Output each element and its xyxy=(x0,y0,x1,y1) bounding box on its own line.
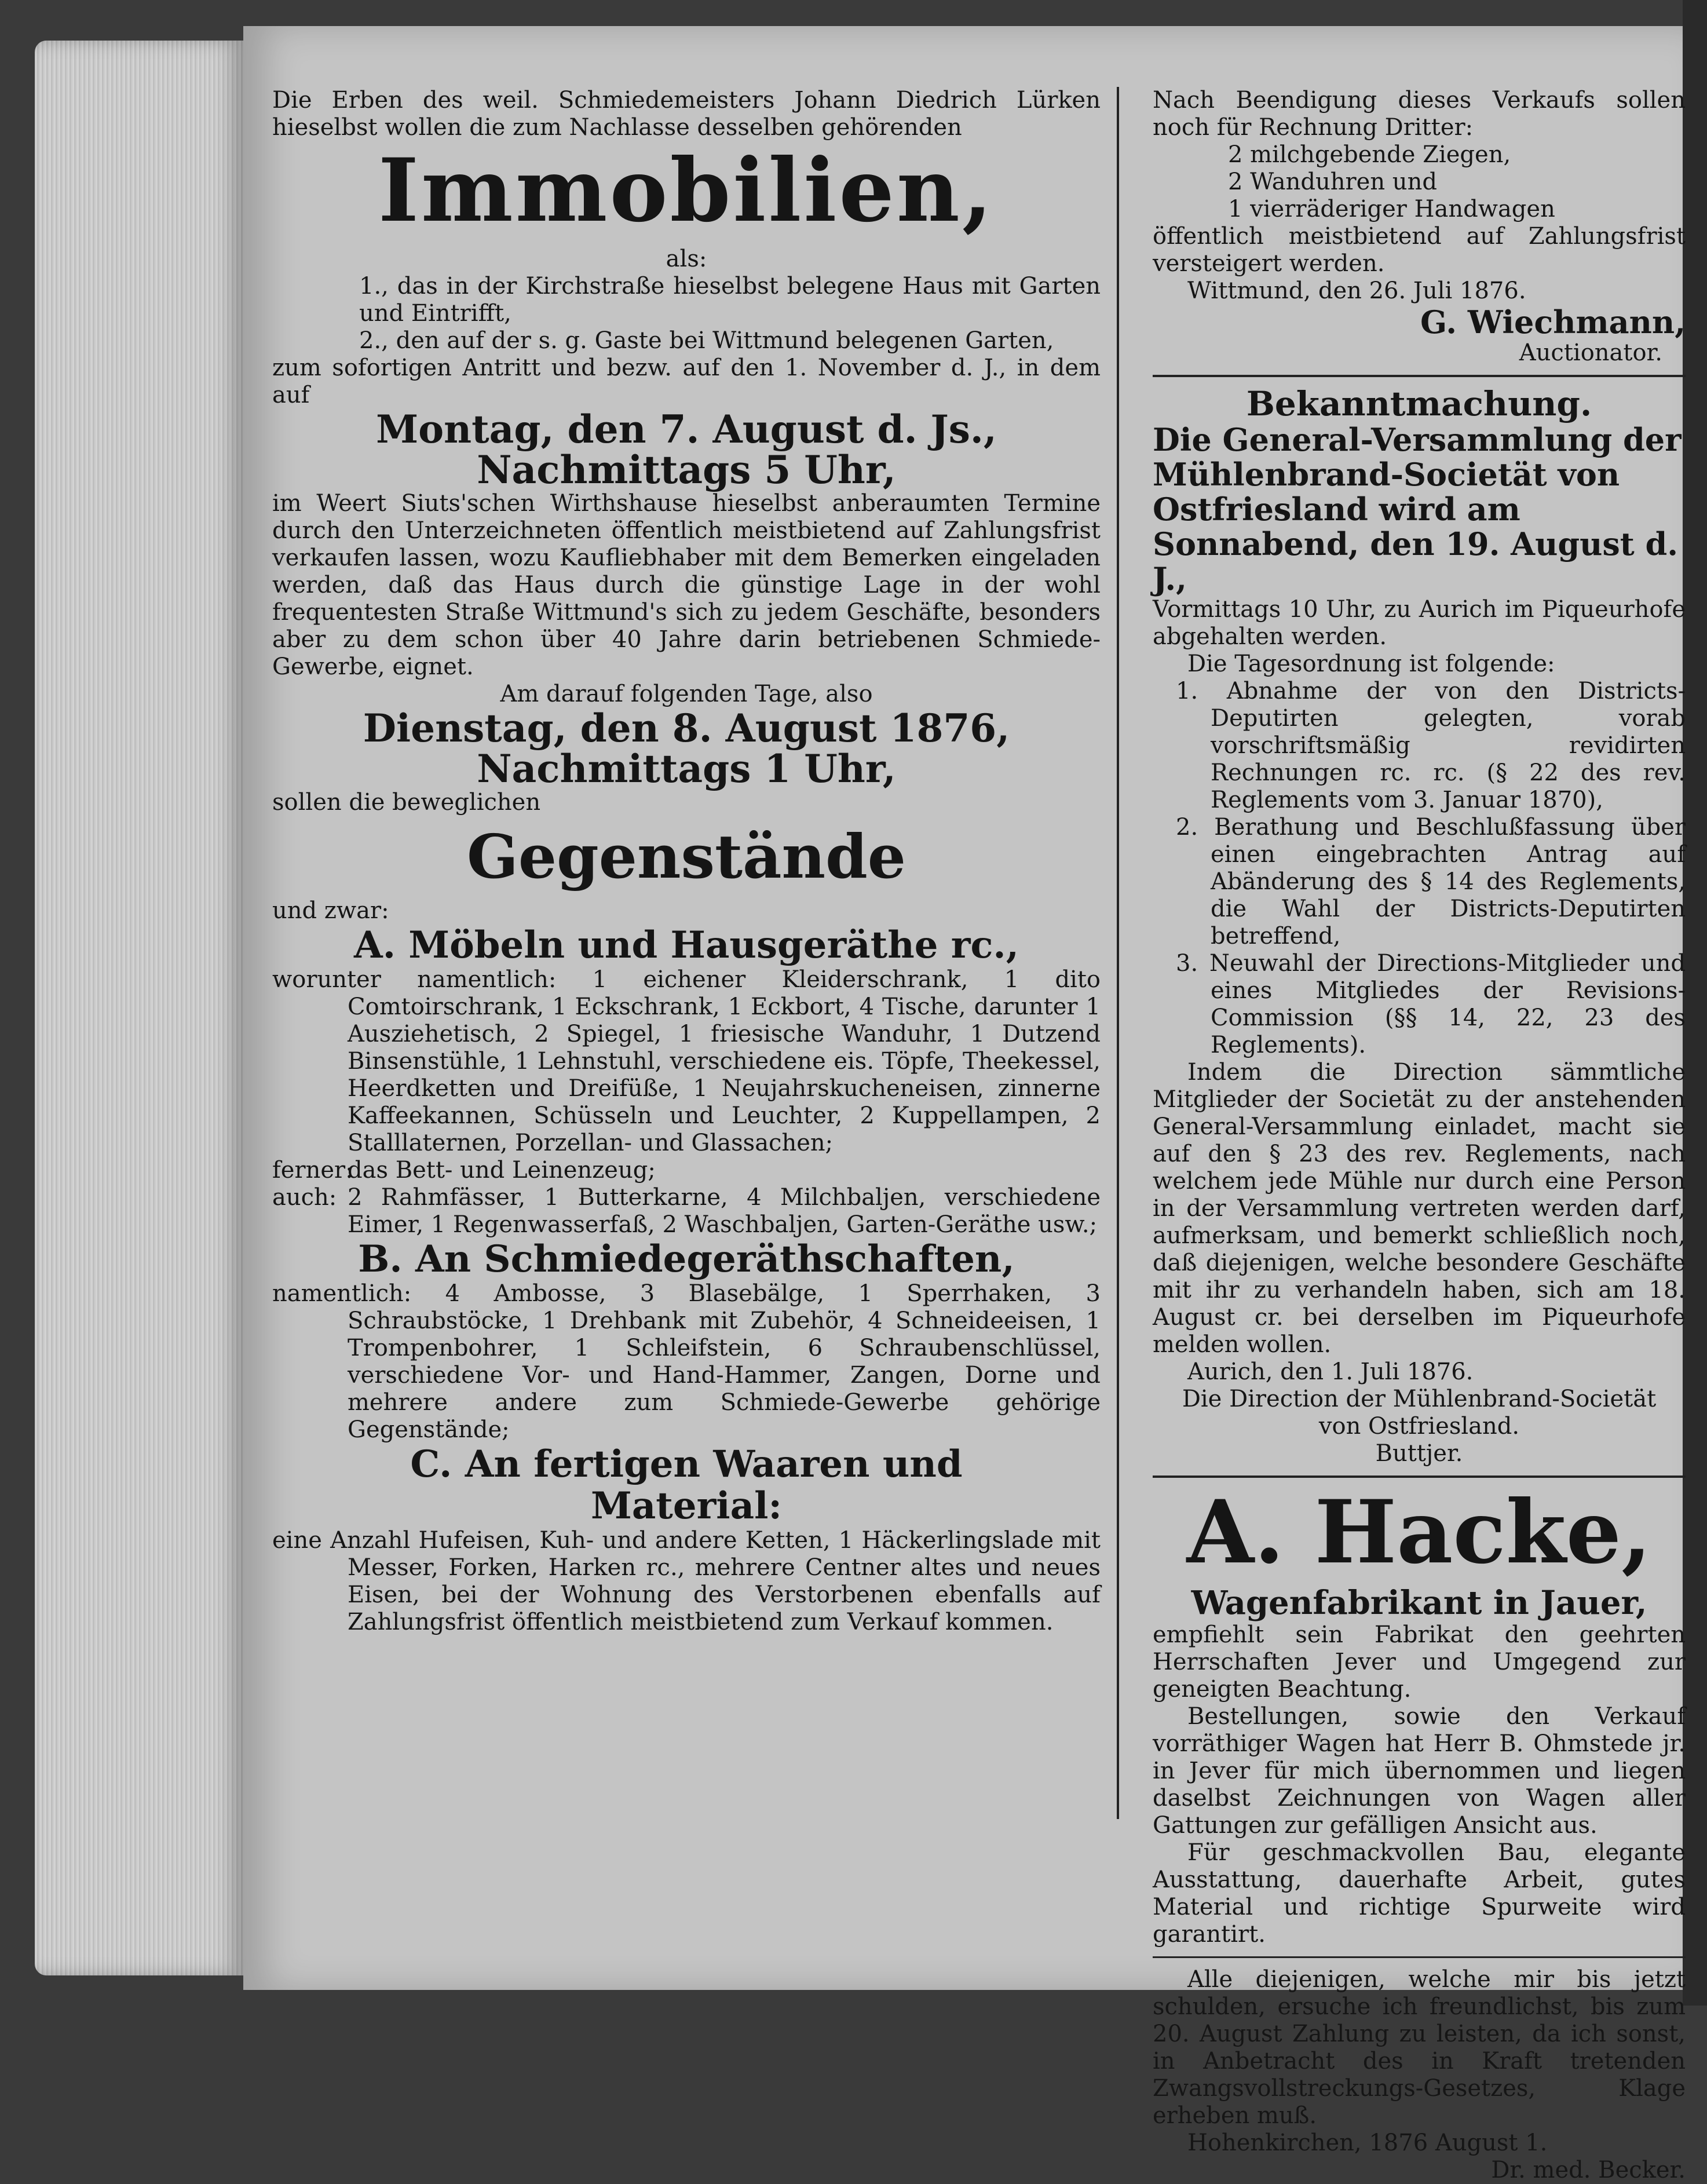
item-2: 2., den auf der s. g. Gaste bei Wittmund belegenen Garten, xyxy=(359,327,1054,354)
tagesordnung-label: Die Tagesordnung ist folgende: xyxy=(1187,651,1555,677)
section-a-lead: worunter namentlich: xyxy=(272,966,557,993)
section-c-heading-1: C. An fertigen Waaren und xyxy=(410,1442,963,1486)
section-a-heading: A. Möbeln und Hausgeräthe rc., xyxy=(354,923,1019,967)
section-c-body: eine Anzahl Hufeisen, Kuh- und andere Ketten, 1 Häckerlingslade mit Messer, Forken, Harken rc., mehrere Centner altes und neues Eisen, bei der Wohnung des Verstorbenen ebenfalls auf Zahlungsfrist öffentlich meistbietend zum Verkauf kommen. xyxy=(272,1527,1101,1635)
auctionator-title: Auctionator. xyxy=(1519,339,1662,366)
heading-gegenstaende: Gegenstände xyxy=(467,821,906,892)
direction-line-2: von Ostfriesland. xyxy=(1318,1413,1520,1440)
agenda-item-1: 1. Abnahme der von den Districts-Deputirten gelegten, vorab vorschriftsmäßig revidirten Rechnungen rc. rc. (§ 22 des rev. Reglements vom 3. Januar 1870), xyxy=(1176,678,1686,813)
als-label: als: xyxy=(666,246,707,272)
agenda-item-2: 2. Berathung und Beschlußfassung über einen eingebrachten Antrag auf Abänderung des § 14 des Reglements, die Wahl der Districts-Deputirten betreffend, xyxy=(1176,814,1686,949)
left-column xyxy=(272,87,1101,1636)
auction-time-2: Nachmittags 1 Uhr, xyxy=(477,746,896,791)
section-a-items: 1 eichener Kleiderschrank, 1 dito Comtoirschrank, 1 Eckschrank, 1 Eckbort, 4 Tische, darunter 1 Ausziehetisch, 2 Spiegel, 1 friesische Wanduhr, 1 Dutzend Binsenstühle, 1 Lehnstuhl, verschiedene eis. Töpfe, Theekessel, Heerdketten und Dreifüße, 1 Neujahrskucheneisen, zinnerne Kaffeekannen, Schüsseln und Leuchter, 2 Kuppellampen, 2 Stalllaternen, Porzellan- und Glassachen; xyxy=(348,966,1101,1156)
aurich-dateline: Aurich, den 1. Juli 1876. xyxy=(1187,1358,1474,1385)
heading-immobilien: Immobilien, xyxy=(378,140,995,242)
item-1: 1., das in der Kirchstraße hieselbst belegene Haus mit Garten und Eintrifft, xyxy=(359,273,1101,327)
section-b-lead: namentlich: xyxy=(272,1280,412,1307)
section-rule-2 xyxy=(1153,1476,1686,1478)
third-party-item-2: 2 Wanduhren und xyxy=(1228,169,1437,195)
section-b-body xyxy=(272,1280,1101,1444)
column-divider xyxy=(1117,87,1119,1819)
general-versammlung-time: Vormittags 10 Uhr, zu Aurich im Piqueurhofe abgehalten werden. xyxy=(1153,596,1686,650)
wiechmann-signature: G. Wiechmann, xyxy=(1420,304,1686,341)
body-text-1: im Weert Siuts'schen Wirthshause hieselbst anberaumten Termine durch den Unterzeichneten öffentlich meistbietend auf Zahlungsfrist verkaufen lassen, wozu Kaufliebhaber mit dem Bemerken eingeladen werden, daß das Haus durch die günstige Lage in der wohl frequentesten Straße Wittmund's sich zu jedem Geschäfte, besonders aber zu dem schon über 40 Jahre darin betriebenen Schmiede-Gewerbe, eignet. xyxy=(272,490,1101,680)
bekanntmachung-heading: Bekanntmachung. xyxy=(1246,384,1592,423)
nach-text: Nach Beendigung dieses Verkaufs sollen noch für Rechnung Dritter: xyxy=(1153,87,1686,141)
third-party-item-1: 2 milchgebende Ziegen, xyxy=(1228,141,1511,168)
hohenkirchen-dateline: Hohenkirchen, 1876 August 1. xyxy=(1187,2130,1548,2156)
und-zwar-label: und zwar: xyxy=(272,897,389,924)
intro-text: Die Erben des weil. Schmiedemeisters Johann Diedrich Lürken hieselbst wollen die zum Nachlasse desselben gehörenden xyxy=(272,87,1101,141)
wittmund-dateline: Wittmund, den 26. Juli 1876. xyxy=(1187,277,1526,304)
garantie-text: Für geschmackvollen Bau, elegante Ausstattung, dauerhafte Arbeit, gutes Material und richtige Spurweite wird garantirt. xyxy=(1153,1839,1686,1948)
scan-border xyxy=(1683,0,1707,2006)
third-party-item-3: 1 vierräderiger Handwagen xyxy=(1228,196,1555,222)
section-rule-1 xyxy=(1153,375,1686,377)
folgend-text: Am darauf folgenden Tage, also xyxy=(500,681,873,707)
section-rule-3 xyxy=(1153,1956,1686,1958)
hacke-heading: A. Hacke, xyxy=(1186,1481,1652,1583)
section-b-heading: B. An Schmiedegeräthschaften, xyxy=(358,1237,1015,1281)
auch-label: auch: xyxy=(272,1184,337,1211)
sollen-text: sollen die beweglichen xyxy=(272,789,541,816)
general-versammlung-heading: Die General-Versammlung der Mühlenbrand-Societät von Ostfriesland wird am xyxy=(1153,421,1682,528)
general-versammlung-date: Sonnabend, den 19. August d. J., xyxy=(1153,525,1679,597)
right-column xyxy=(1153,87,1686,2184)
ferner-row xyxy=(272,1157,1101,1184)
schulden-text: Alle diejenigen, welche mir bis jetzt schulden, ersuche ich freundlichst, bis zum 20. August Zahlung zu leisten, da ich sonst, in Anbetracht des in Kraft tretenden Zwangsvollstreckungs-Gesetzes, Klage erheben muß. xyxy=(1153,1966,1686,2129)
auction-date-2: Dienstag, den 8. August 1876, xyxy=(363,706,1010,751)
indem-text: Indem die Direction sämmtliche Mitglieder der Societät zu der anstehenden General-Versammlung einladet, macht sie auf den § 23 des rev. Reglements, nach welchem jede Mühle nur durch eine Person in der Versammlung vertreten werden darf, aufmerksam, und bemerkt schließlich noch, daß diejenigen, welche besondere Geschäfte mit ihr zu verhandeln haben, sich am 18. August cr. bei derselben im Piqueurhofe melden wollen. xyxy=(1153,1059,1686,1358)
auch-row xyxy=(272,1184,1101,1239)
direction-line-1: Die Direction der Mühlenbrand-Societät xyxy=(1182,1386,1657,1412)
bestellungen-text: Bestellungen, sowie den Verkauf vorräthiger Wagen hat Herr B. Ohmstede jr. in Jever für mich übernommen und liegen daselbst Zeichnungen von Wagen aller Gattungen zur gefälligen Ansicht aus. xyxy=(1153,1703,1686,1839)
auction-date-1: Montag, den 7. August d. Js., xyxy=(376,407,997,452)
antritt-text: zum sofortigen Antritt und bezw. auf den 1. November d. J., in dem auf xyxy=(272,355,1101,408)
section-c-heading-2: Material: xyxy=(590,1484,783,1528)
auction-time-1: Nachmittags 5 Uhr, xyxy=(477,447,896,492)
ferner-text: das Bett- und Leinenzeug; xyxy=(348,1157,656,1184)
buttjer-signature: Buttjer. xyxy=(1375,1440,1463,1467)
empfiehlt-text: empfiehlt sein Fabrikat den geehrten Herrschaften Jever und Umgegend zur geneigten Beachtung. xyxy=(1153,1621,1686,1703)
section-a-body xyxy=(272,966,1101,1157)
book-page-edges xyxy=(35,41,243,1975)
agenda-item-3: 3. Neuwahl der Directions-Mitglieder und eines Mitgliedes der Revisions-Commission (§§ 14, 22, 23 des Reglements). xyxy=(1176,950,1686,1058)
oeffentlich-text: öffentlich meistbietend auf Zahlungsfrist versteigert werden. xyxy=(1153,223,1686,277)
becker-signature: Dr. med. Becker. xyxy=(1491,2157,1686,2183)
ferner-label: ferner: xyxy=(272,1157,353,1184)
auch-text: 2 Rahmfässer, 1 Butterkarne, 4 Milchbaljen, verschiedene Eimer, 1 Regenwasserfaß, 2 Waschbaljen, Garten-Geräthe usw.; xyxy=(348,1184,1101,1238)
wagenfabrikant-heading: Wagenfabrikant in Jauer, xyxy=(1191,1584,1647,1622)
section-b-items: 4 Ambosse, 3 Blasebälge, 1 Sperrhaken, 3 Schraubstöcke, 1 Drehbank mit Zubehör, 4 Schneideeisen, 1 Trompenbohrer, 1 Schleifstein, 6 Schraubenschlüssel, verschiedene Vor- und Hand-Hammer, Zangen, Dorne und mehrere andere zum Schmiede-Gewerbe gehörige Gegenstände; xyxy=(348,1280,1101,1443)
